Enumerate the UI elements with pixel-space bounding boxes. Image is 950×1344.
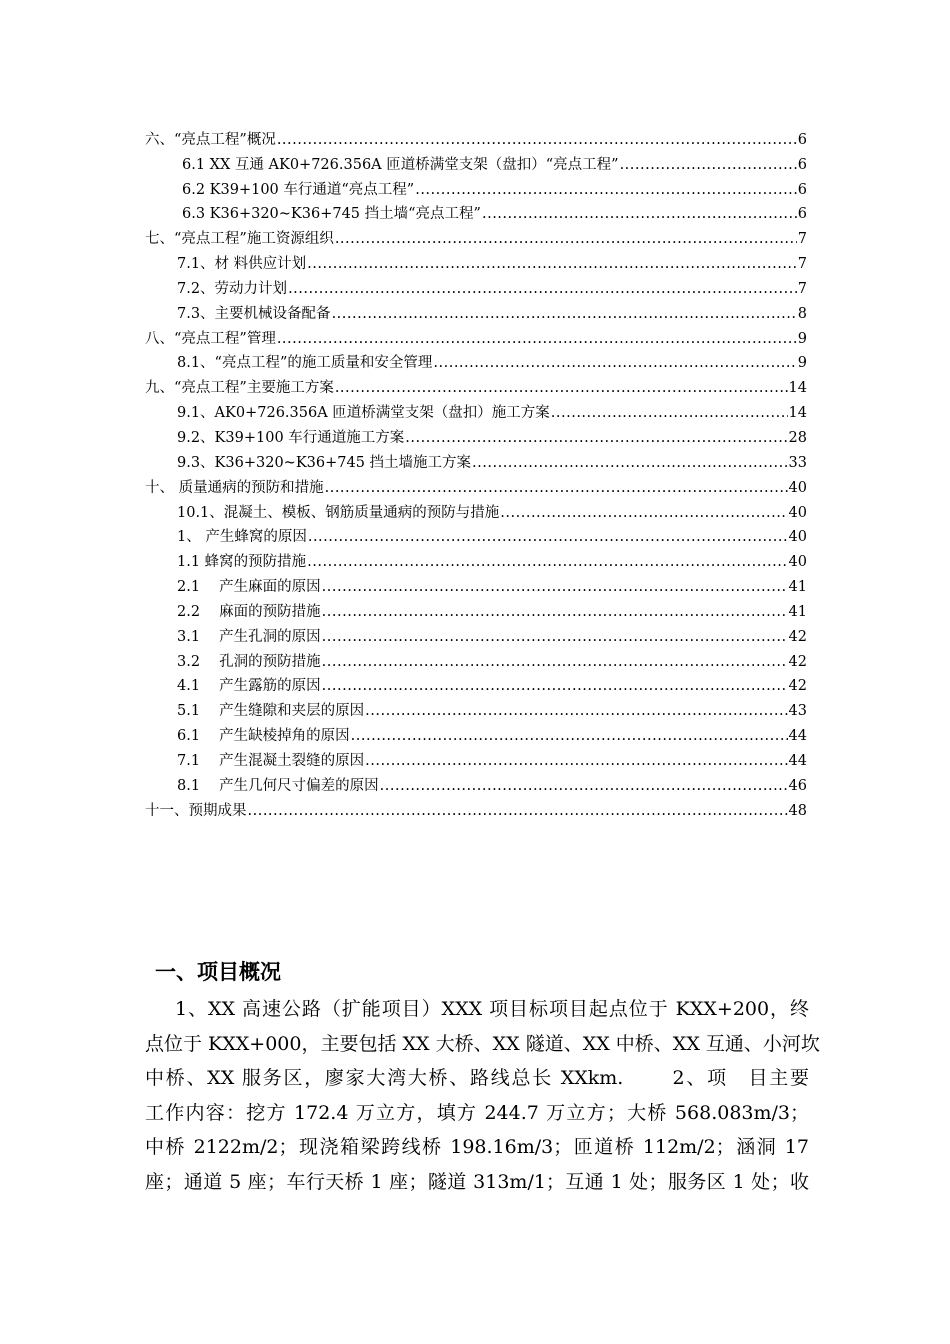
toc-entry-label: 6.3 K36+320~K36+745 挡土墙“亮点工程” [182,206,481,223]
toc-entry-page: 14 [788,405,807,422]
toc-entry-page: 42 [788,628,807,645]
body-text-line: 1、XX 高速公路（扩能项目）XXX 项目标项目起点位于 KXX+200，终 [175,998,809,1020]
toc-entry[interactable] [145,671,807,696]
toc-entry-page: 42 [788,678,807,695]
toc-dot-leader [365,702,787,720]
toc-entry[interactable] [145,149,807,174]
toc-entry[interactable] [145,372,807,397]
toc-entry[interactable] [145,348,807,373]
toc-entry-page: 41 [788,579,807,596]
toc-entry[interactable] [145,795,807,820]
toc-entry-label: 6.1 产生缺棱掉角的原因 [177,728,350,745]
toc-entry[interactable] [145,124,807,149]
toc-entry[interactable] [145,522,807,547]
toc-entry-label: 8.1 产生几何尺寸偏差的原因 [177,777,379,794]
table-of-contents [145,124,807,820]
toc-dot-leader [322,653,788,671]
toc-entry[interactable] [145,174,807,199]
toc-dot-leader [405,429,787,447]
toc-entry[interactable] [145,223,807,248]
toc-entry-page: 33 [788,454,807,471]
toc-entry-label: 2.1 产生麻面的原因 [177,579,321,596]
toc-entry[interactable] [145,447,807,472]
toc-entry-page: 6 [797,206,807,223]
toc-entry-label: 4.1 产生露筋的原因 [177,678,321,695]
toc-entry-page: 40 [788,504,807,521]
toc-entry-page: 8 [797,305,807,322]
toc-entry[interactable] [145,422,807,447]
toc-entry-label: 7.3、主要机械设备配备 [177,305,331,322]
toc-entry-page: 7 [797,231,807,248]
toc-dot-leader [308,528,788,546]
body-text-line: 点位于 KXX+000，主要包括 XX 大桥、XX 隧道、XX 中桥、XX 互通、小河坎 [145,1032,820,1055]
toc-entry-page: 44 [788,728,807,745]
body-text-line: 中桥、XX 服务区，廖家大湾大桥、路线总长 XXkm. 2、项 目主要 [145,1067,809,1089]
toc-entry[interactable] [145,621,807,646]
toc-entry-page: 40 [788,479,807,496]
toc-entry[interactable] [145,646,807,671]
toc-entry[interactable] [145,472,807,497]
toc-entry-page: 40 [788,554,807,571]
toc-entry[interactable] [145,745,807,770]
body-text-line: 中桥 2122m/2；现浇箱梁跨线桥 198.16m/3；匝道桥 112m/2；涵洞 17 [145,1136,809,1158]
toc-entry-page: 41 [788,603,807,620]
toc-entry[interactable] [145,248,807,273]
body-text-line: 座；通道 5 座；车行天桥 1 座；隧道 313m/1；互通 1 处；服务区 1 处；收 [145,1170,809,1193]
toc-dot-leader [335,379,788,397]
section-heading: 一、项目概况 [155,960,281,984]
toc-entry-page: 6 [797,131,807,148]
toc-entry-label: 9.1、AK0+726.356A 匝道桥满堂支架（盘扣）施工方案 [177,405,550,422]
toc-entry-label: 七、“亮点工程”施工资源组织 [145,231,334,248]
toc-entry-page: 14 [788,380,807,397]
toc-entry-page: 6 [797,181,807,198]
toc-dot-leader [472,454,788,472]
toc-dot-leader [351,727,788,745]
toc-dot-leader [482,205,797,223]
toc-dot-leader [365,752,787,770]
toc-dot-leader [277,131,797,149]
toc-dot-leader [380,777,788,795]
toc-entry-label: 7.1 产生混凝土裂缝的原因 [177,752,365,769]
toc-dot-leader [620,156,797,174]
toc-dot-leader [335,230,797,248]
toc-entry-label: 六、“亮点工程”概况 [145,131,276,148]
toc-entry[interactable] [145,298,807,323]
toc-entry-page: 44 [788,752,807,769]
toc-entry-page: 7 [797,280,807,297]
toc-entry-label: 7.2、劳动力计划 [177,280,288,297]
toc-entry-page: 9 [797,330,807,347]
toc-entry-label: 10.1、混凝土、模板、钢筋质量通病的预防与措施 [177,504,500,521]
toc-entry-label: 九、“亮点工程”主要施工方案 [145,380,334,397]
toc-entry-label: 十、 质量通病的预防和措施 [145,479,324,496]
toc-entry-label: 3.1 产生孔洞的原因 [177,628,321,645]
toc-dot-leader [415,181,797,199]
toc-dot-leader [288,280,797,298]
toc-entry-label: 8.1、“亮点工程”的施工质量和安全管理 [177,355,433,372]
toc-dot-leader [248,802,788,820]
toc-dot-leader [322,677,788,695]
body-text-line: 工作内容：挖方 172.4 万立方，填方 244.7 万立方；大桥 568.083m/3； [145,1101,809,1124]
toc-entry-page: 9 [797,355,807,372]
toc-dot-leader [500,504,787,522]
toc-entry-label: 7.1、材 料供应计划 [177,256,307,273]
toc-entry[interactable] [145,546,807,571]
toc-entry[interactable] [145,199,807,224]
toc-entry-page: 43 [788,703,807,720]
toc-entry-label: 八、“亮点工程”管理 [145,330,276,347]
toc-entry-label: 1.1 蜂窝的预防措施 [177,554,307,571]
toc-entry[interactable] [145,596,807,621]
toc-entry[interactable] [145,720,807,745]
toc-entry-page: 28 [788,429,807,446]
toc-entry-page: 42 [788,653,807,670]
toc-entry[interactable] [145,273,807,298]
toc-dot-leader [307,553,787,571]
toc-dot-leader [322,603,788,621]
toc-entry-label: 6.2 K39+100 车行通道“亮点工程” [182,181,415,198]
toc-entry[interactable] [145,571,807,596]
toc-entry[interactable] [145,497,807,522]
toc-dot-leader [307,255,797,273]
section-body [145,992,820,1199]
toc-dot-leader [322,628,788,646]
toc-dot-leader [277,330,797,348]
toc-entry[interactable] [145,323,807,348]
toc-dot-leader [322,578,788,596]
toc-entry-label: 9.3、K36+320~K36+745 挡土墙施工方案 [177,454,472,471]
toc-entry-label: 9.2、K39+100 车行通道施工方案 [177,429,405,446]
toc-entry-page: 7 [797,256,807,273]
toc-entry-page: 40 [788,529,807,546]
toc-entry-page: 6 [797,156,807,173]
toc-entry-page: 48 [788,802,807,819]
toc-entry-label: 5.1 产生缝隙和夹层的原因 [177,703,365,720]
toc-entry-label: 3.2 孔洞的预防措施 [177,653,321,670]
toc-dot-leader [332,305,797,323]
toc-dot-leader [433,354,796,372]
toc-entry[interactable] [145,397,807,422]
toc-entry-page: 46 [788,777,807,794]
toc-entry[interactable] [145,770,807,795]
toc-dot-leader [325,479,788,497]
toc-entry-label: 十一、预期成果 [145,802,247,819]
toc-dot-leader [551,404,788,422]
toc-entry-label: 2.2 麻面的预防措施 [177,603,321,620]
toc-entry-label: 1、 产生蜂窝的原因 [177,529,307,546]
toc-entry-label: 6.1 XX 互通 AK0+726.356A 匝道桥满堂支架（盘扣）“亮点工程” [182,156,619,173]
toc-entry[interactable] [145,695,807,720]
